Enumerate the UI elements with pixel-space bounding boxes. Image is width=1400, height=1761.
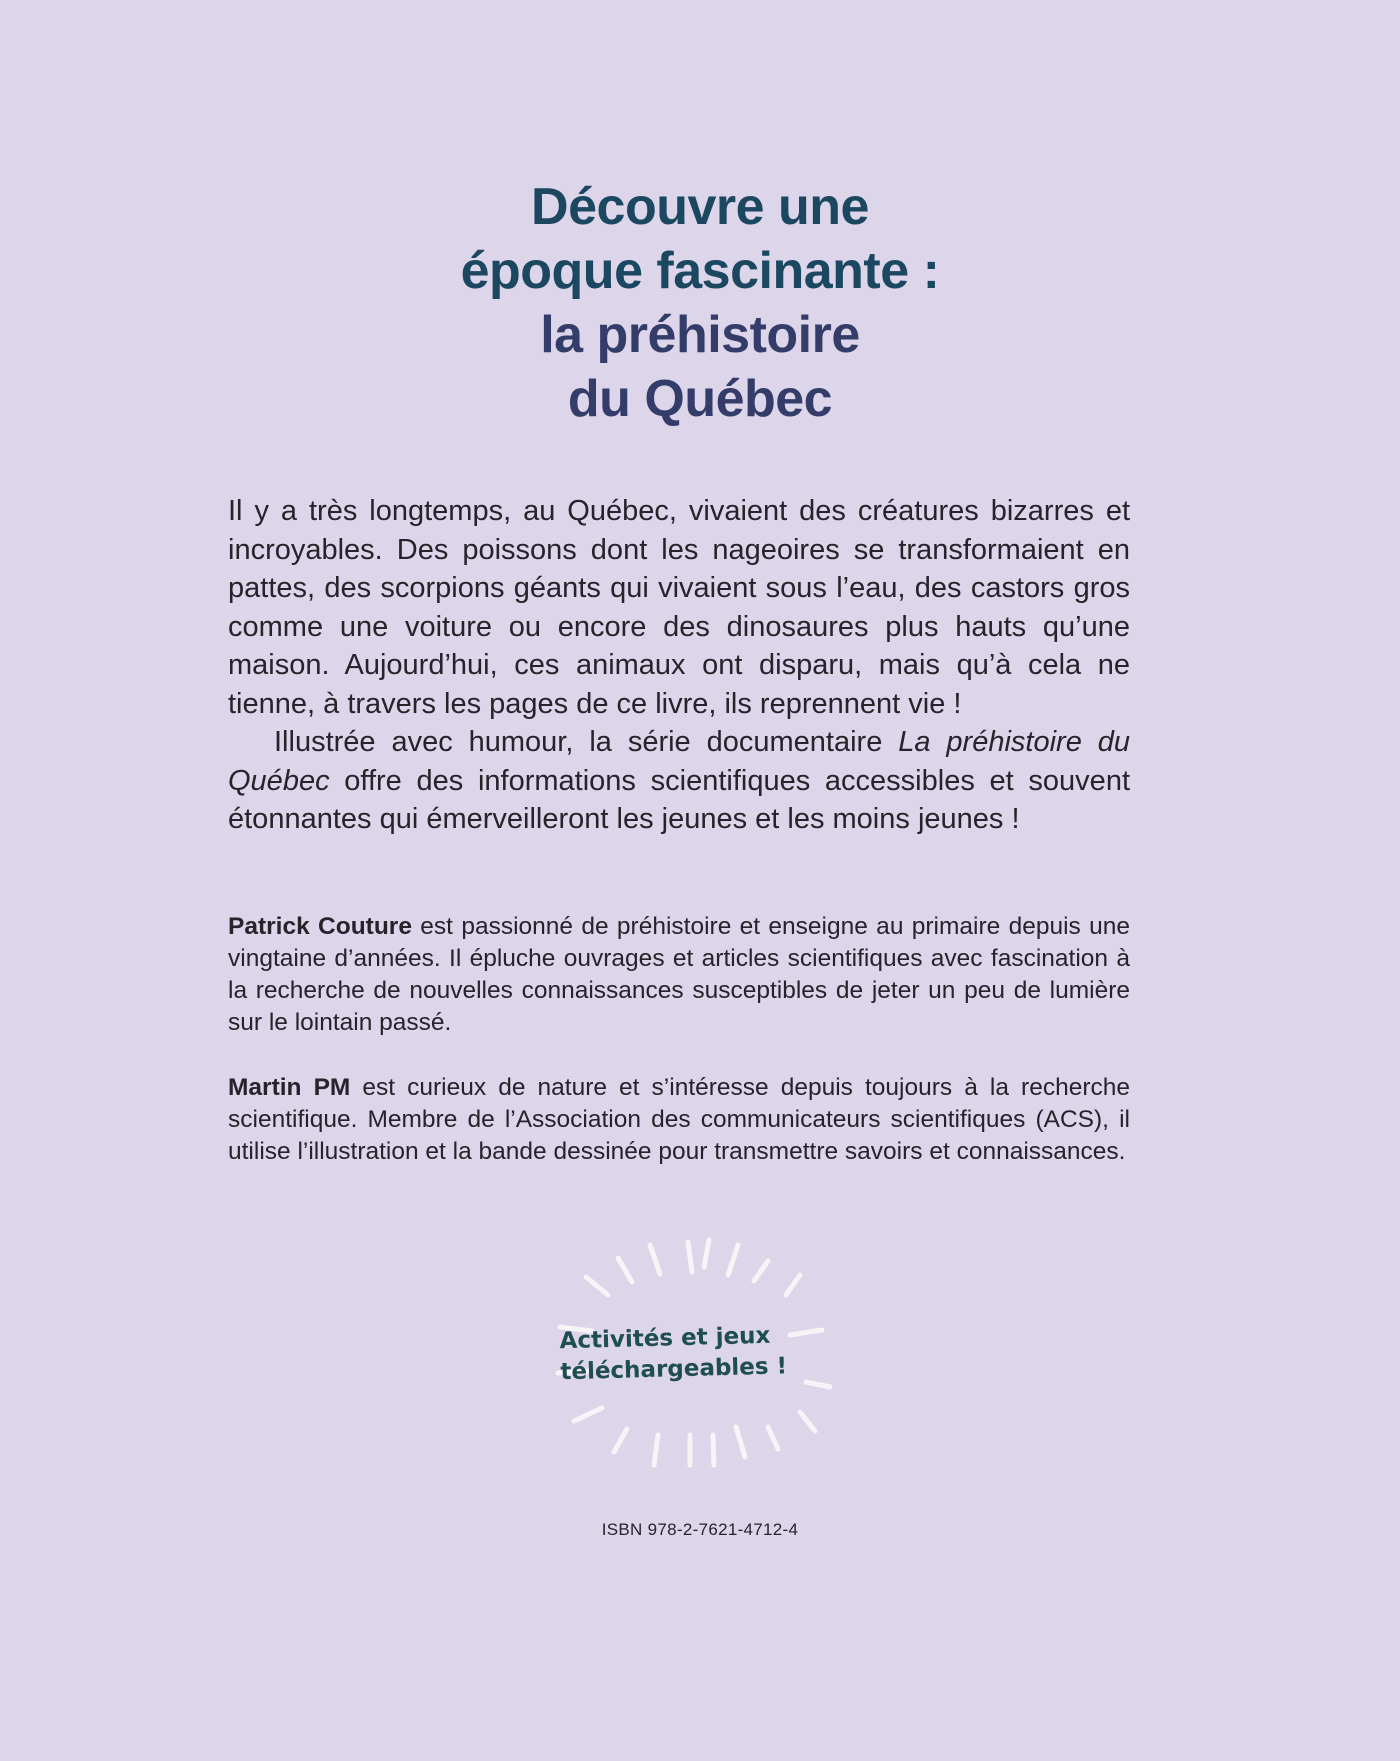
headline [0, 175, 1400, 431]
illustrator-bio-text: est curieux de nature et s’intéresse depuis toujours à la recherche scientifique. Membre de l’Association des communicateurs scientifiques (ACS), il utilise l’illustration et la bande dessinée pour transmettre savoirs et connaissances. [228, 1074, 1130, 1165]
badge-line-1: Activités et jeux [559, 1322, 771, 1355]
description-paragraph-2 [228, 723, 1130, 839]
headline-line-3: la préhistoire [540, 306, 860, 364]
headline-line-4: du Québec [567, 370, 833, 428]
headline-line-2: époque fascinante : [460, 242, 940, 300]
badge-line-2: téléchargeables ! [560, 1353, 788, 1386]
illustrator-name: Martin PM [228, 1074, 351, 1101]
isbn: ISBN 978-2-7621-4712-4 [601, 1520, 799, 1539]
description-paragraph-1: Il y a très longtemps, au Québec, vivaient des créatures bizarres et incroyables. Des poissons dont les nageoires se transformaient en pattes, des scorpions géants qui vivaient sous l’eau, des castors gros comme une voiture ou encore des dinosaures plus hauts qu’une maison. Aujourd’hui, ces animaux ont disparu, mais qu’à cela ne tienne, à travers les pages de ce livre, ils reprennent vie ! [228, 495, 1130, 720]
author-name: Patrick Couture [228, 913, 412, 940]
headline-line-1: Découvre une [531, 178, 869, 236]
author-bio-patrick-couture [228, 911, 1130, 1039]
series-title: La préhistoire du Québec [228, 726, 1130, 797]
downloadable-activities-badge [559, 1320, 811, 1389]
author-bio-text: est passionné de préhistoire et enseigne au primaire depuis une vingtaine d’années. Il épluche ouvrages et articles scientifiques avec fascination à la recherche de nouvelles connaissances susceptibles de jeter un peu de lumière sur le lointain passé. [228, 913, 1130, 1036]
description [228, 492, 1130, 839]
description-p2-start: Illustrée avec humour, la série documentaire [274, 726, 899, 758]
author-bio-martin-pm [228, 1072, 1130, 1168]
description-p2-end: offre des informations scientifiques accessibles et souvent étonnantes qui émerveilleront les jeunes et les moins jeunes ! [228, 764, 1130, 835]
